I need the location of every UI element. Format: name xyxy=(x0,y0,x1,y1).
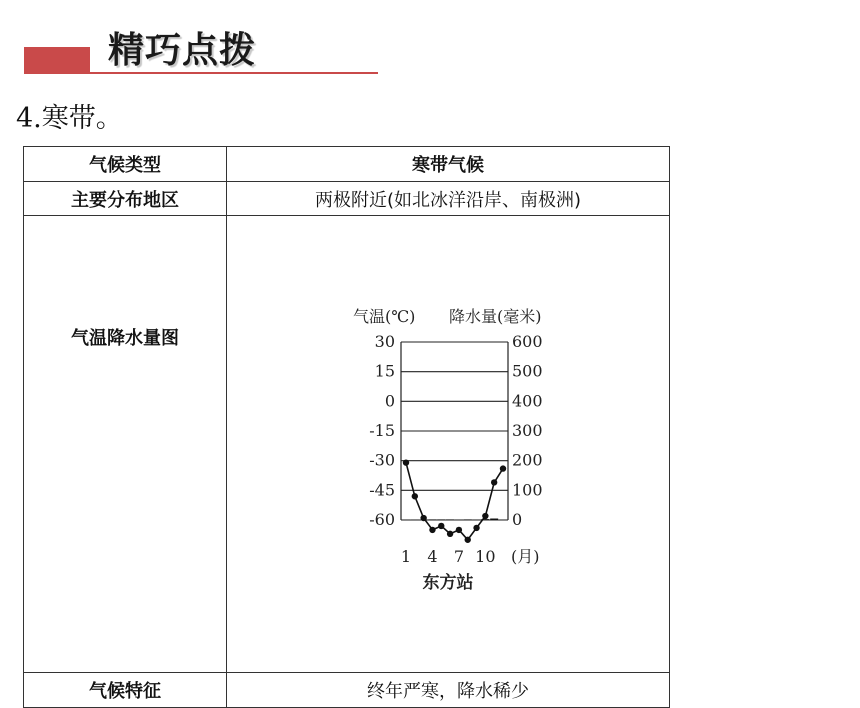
temperature-tick-label: -15 xyxy=(369,421,395,440)
precipitation-tick-label: 100 xyxy=(512,480,543,500)
precipitation-tick-label: 200 xyxy=(512,450,543,470)
temperature-point xyxy=(447,531,453,537)
table-row xyxy=(24,216,670,673)
x-tick-label: 7 xyxy=(453,547,465,566)
section-title: 精巧点拨 xyxy=(108,30,257,71)
row-label: 气温降水量图 xyxy=(24,216,227,673)
temperature-tick-label: -45 xyxy=(369,480,395,500)
temperature-point xyxy=(456,527,462,533)
climate-chart xyxy=(333,294,563,594)
precipitation-bar xyxy=(402,520,410,521)
left-axis-label: 气温(℃) xyxy=(353,307,416,326)
temperature-point xyxy=(420,515,426,521)
row-value: 两极附近(如北冰洋沿岸、南极洲) xyxy=(227,182,670,216)
temperature-point xyxy=(403,459,409,465)
subtitle: 4.寒带。 xyxy=(16,103,123,134)
precipitation-bar xyxy=(437,519,445,520)
temperature-point xyxy=(465,537,471,543)
climate-table xyxy=(23,146,670,708)
temperature-tick-label: -60 xyxy=(369,510,395,529)
chart-title: 东方站 xyxy=(422,573,474,593)
precipitation-tick-label: 400 xyxy=(512,391,543,411)
temperature-point xyxy=(438,523,444,529)
row-label: 气候特征 xyxy=(24,673,227,708)
precipitation-tick-label: 0 xyxy=(512,510,523,529)
precipitation-tick-label: 300 xyxy=(512,421,543,440)
row-label: 气候类型 xyxy=(24,147,227,182)
x-tick-label: 4 xyxy=(427,547,438,566)
precipitation-bar xyxy=(446,519,454,520)
temperature-tick-label: 0 xyxy=(384,391,395,411)
x-tick-label: 1 xyxy=(400,547,412,566)
temperature-point xyxy=(482,513,488,519)
x-tick-label: 10 xyxy=(475,547,496,566)
precipitation-bar xyxy=(411,520,419,521)
temperature-point xyxy=(500,465,506,471)
x-axis-label: (月) xyxy=(511,547,540,566)
temperature-tick-label: 30 xyxy=(374,332,395,351)
temperature-point xyxy=(491,479,497,485)
precipitation-tick-label: 500 xyxy=(512,361,543,381)
precipitation-bar xyxy=(428,519,436,520)
temperature-line xyxy=(406,463,503,540)
precipitation-bar xyxy=(464,519,472,520)
header-accent-bar xyxy=(24,47,90,73)
table-row xyxy=(24,147,670,182)
table-row xyxy=(24,182,670,216)
chart-cell xyxy=(227,216,670,673)
temperature-point xyxy=(473,525,479,531)
precipitation-tick-label: 600 xyxy=(512,332,543,351)
precipitation-bar xyxy=(455,520,463,521)
temperature-tick-label: 15 xyxy=(374,361,395,381)
row-label: 主要分布地区 xyxy=(24,182,227,216)
right-axis-label: 降水量(毫米) xyxy=(449,307,542,326)
row-value: 终年严寒，降水稀少 xyxy=(227,673,670,708)
row-value: 寒带气候 xyxy=(227,147,670,182)
temperature-tick-label: -30 xyxy=(369,450,395,470)
precipitation-bar xyxy=(473,520,481,521)
temperature-point xyxy=(429,527,435,533)
table-row xyxy=(24,673,670,708)
precipitation-bar xyxy=(499,520,507,521)
precipitation-bar xyxy=(490,519,498,520)
temperature-point xyxy=(412,493,418,499)
